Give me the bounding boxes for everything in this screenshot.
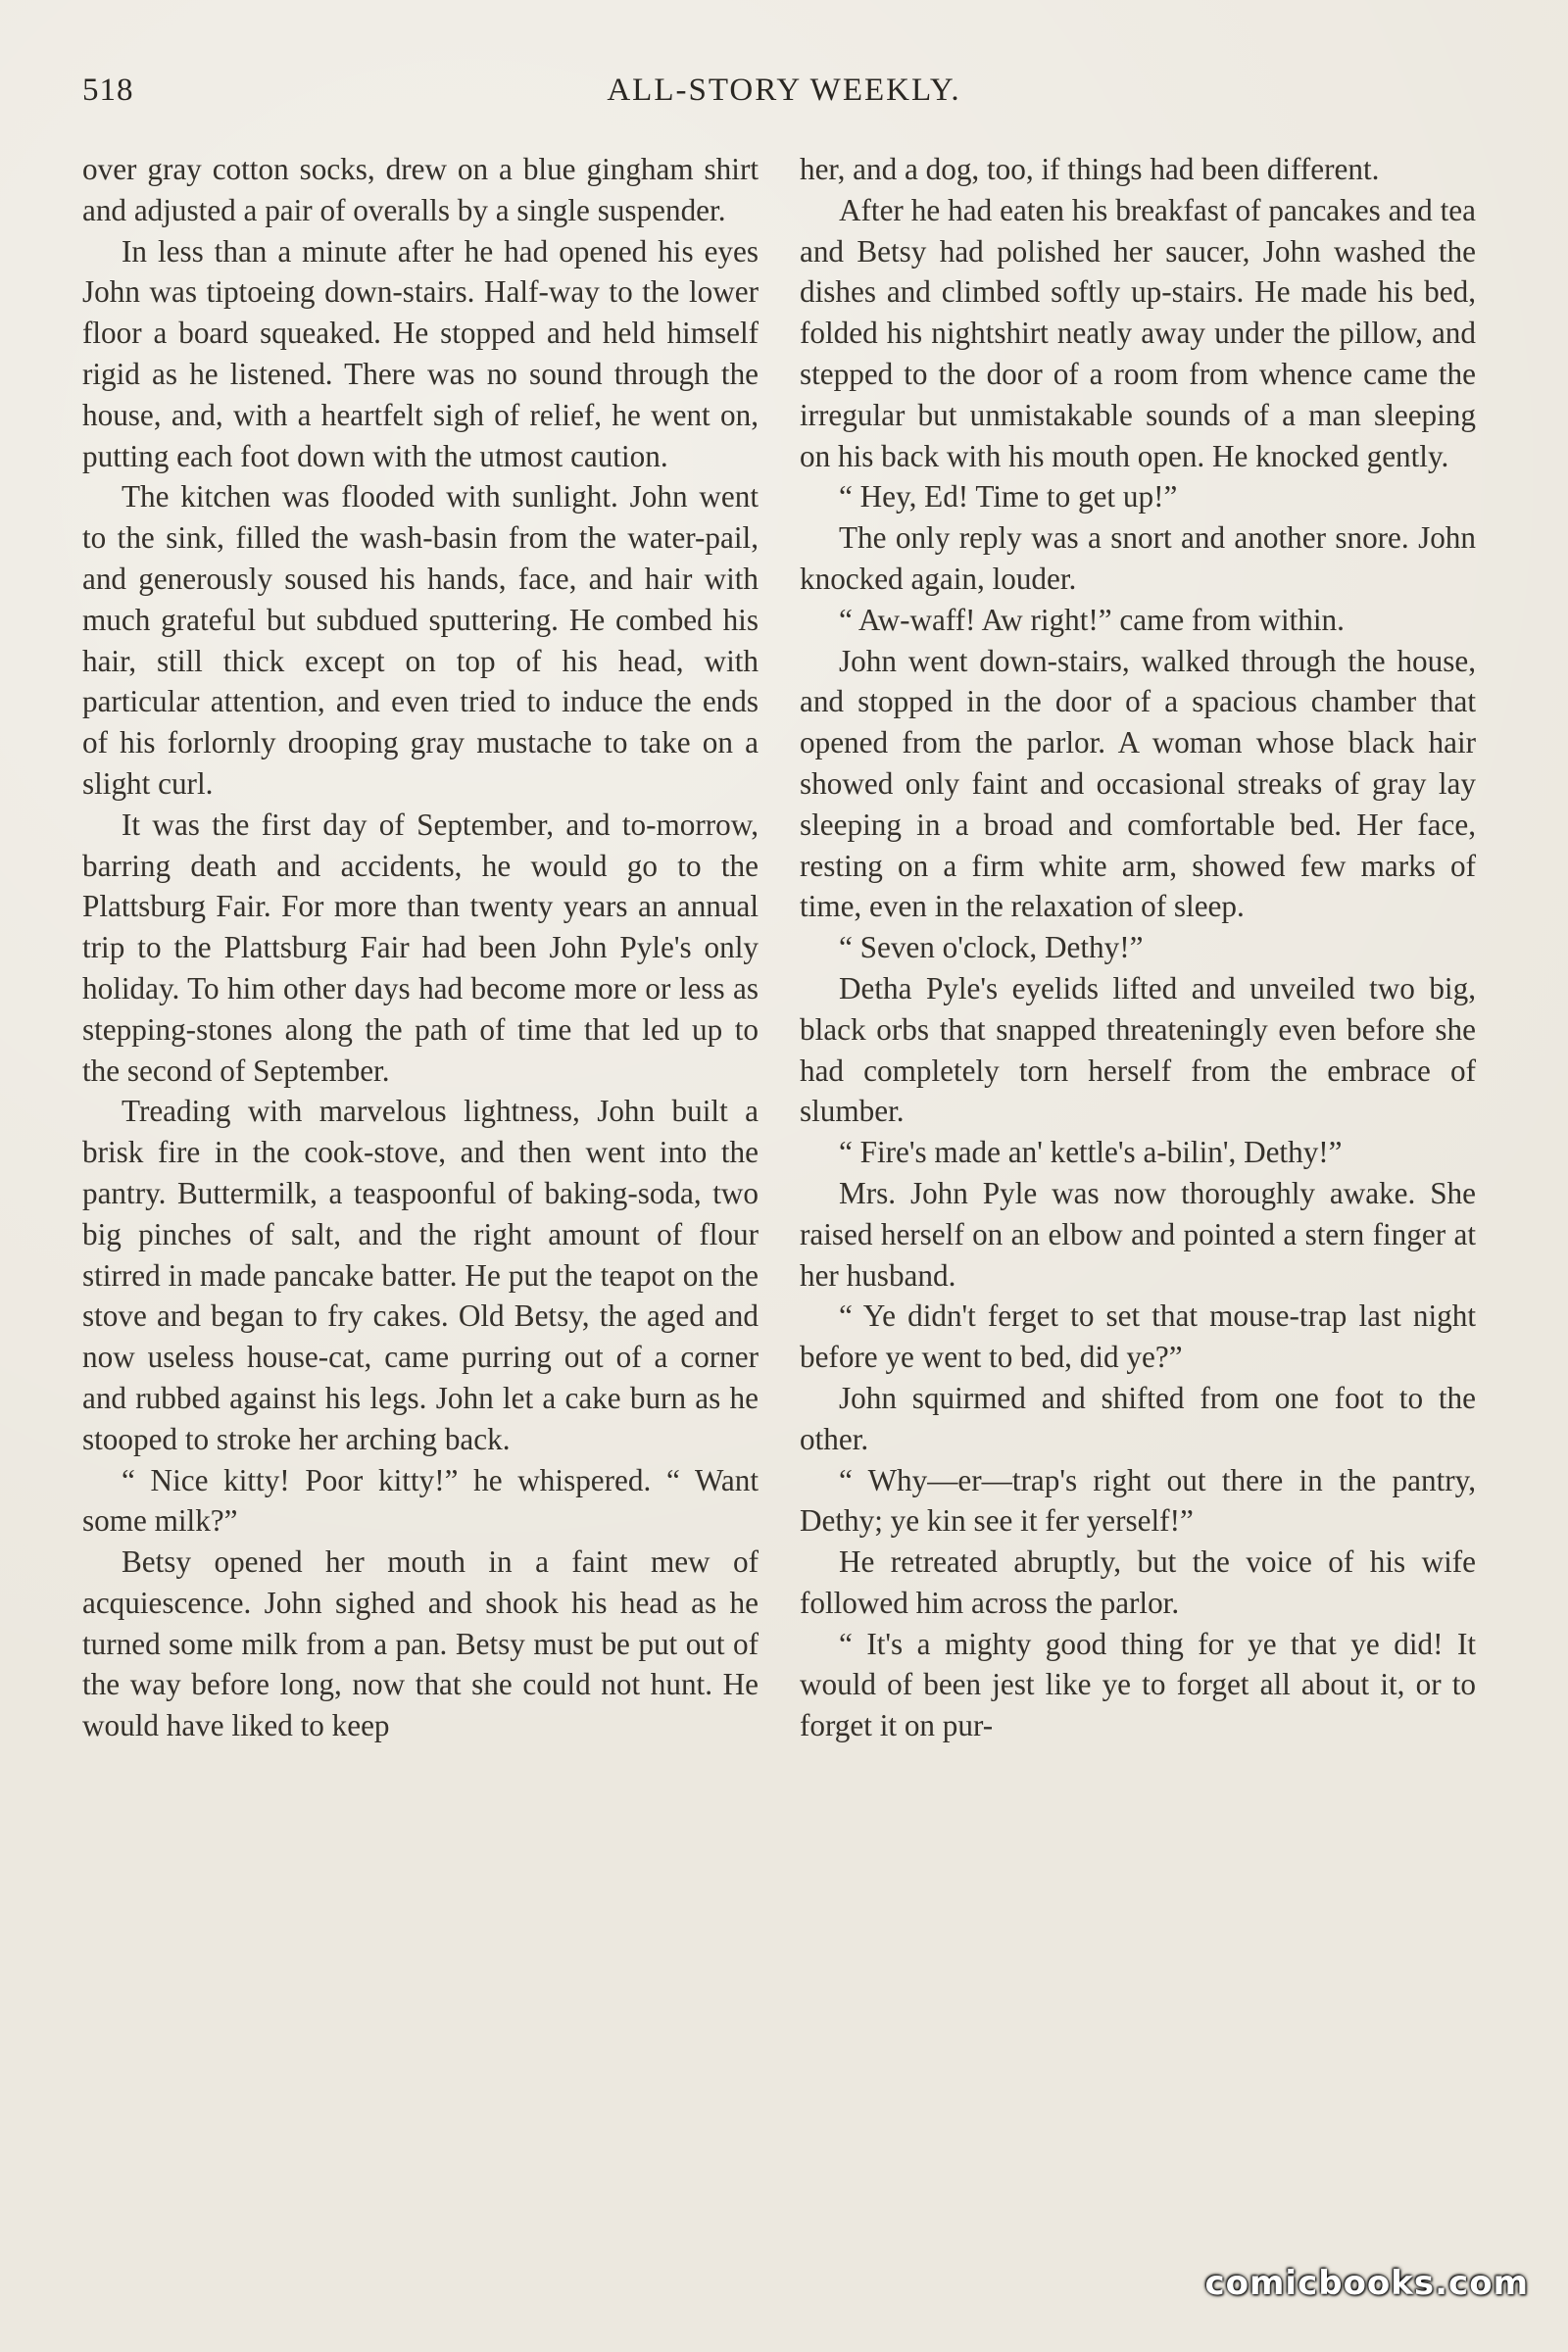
paragraph: “ Ye didn't ferget to set that mouse-trap last night before ye went to bed, did ye?” xyxy=(800,1298,1476,1375)
paragraph: After he had eaten his breakfast of pancakes and tea and Betsy had polished her saucer, John washed the dishes and climbed softly up-stairs. He made his bed, folded his nightshirt neatly away under the pillow, and stepped to the door of a room from whence came the irregular but unmistakable sounds of a man sleeping on his back with his mouth open. He knocked gently. xyxy=(800,192,1476,473)
paragraph: “ Seven o'clock, Dethy!” xyxy=(839,930,1144,965)
paragraph: “ Why—er—trap's right out there in the pantry, Dethy; ye kin see it fer yerself!” xyxy=(800,1462,1476,1539)
right-text-column xyxy=(800,149,1476,1746)
paragraph: He retreated abruptly, but the voice of his wife followed him across the parlor. xyxy=(800,1544,1476,1620)
paragraph: In less than a minute after he had opened his eyes John was tiptoeing down-stairs. Half-way to the lower floor a board squeaked. He stopped and held himself rigid as he listened. There was no sound through the house, and, with a heartfelt sigh of relief, he went on, putting each foot down with the utmost caution. xyxy=(82,233,759,473)
paragraph: Betsy opened her mouth in a faint mew of acquiescence. John sighed and shook his head as he turned some milk from a pan. Betsy must be put out of the way before long, now that she could not hunt. He would have liked to keep xyxy=(82,1544,759,1743)
paragraph: “ Nice kitty! Poor kitty!” he whispered. “ Want some milk?” xyxy=(82,1462,759,1539)
watermark-logo: comicbooks.com xyxy=(1204,2264,1529,2303)
paragraph: over gray cotton socks, drew on a blue gingham shirt and adjusted a pair of overalls by a single suspender. xyxy=(82,152,759,227)
paragraph: It was the first day of September, and to-morrow, barring death and accidents, he would go to the Plattsburg Fair. For more than twenty years an annual trip to the Plattsburg Fair had been John Pyle's only holiday. To him other days had become more or less as stepping-stones along the path of time that led up to the second of September. xyxy=(82,807,759,1088)
paragraph: “ Hey, Ed! Time to get up!” xyxy=(839,479,1178,514)
paragraph: Detha Pyle's eyelids lifted and unveiled two big, black orbs that snapped threateningly even before she had completely torn herself from the embrace of slumber. xyxy=(800,970,1476,1129)
paragraph: Treading with marvelous lightness, John built a brisk fire in the cook-stove, and then went into the pantry. Buttermilk, a teaspoonful of baking-soda, two big pinches of salt, and the right amount of flour stirred in made pancake batter. He put the teapot on the stove and began to fry cakes. Old Betsy, the aged and now useless house-cat, came purring out of a corner and rubbed against his legs. John let a cake burn as he stooped to stroke her arching back. xyxy=(82,1094,759,1456)
page-header xyxy=(82,73,1486,122)
paragraph: “ Fire's made an' kettle's a-bilin', Dethy!” xyxy=(839,1135,1343,1170)
paragraph: “ Aw-waff! Aw right!” came from within. xyxy=(839,602,1345,637)
paragraph: The kitchen was flooded with sunlight. John went to the sink, filled the wash-basin from the water-pail, and generously soused his hands, face, and hair with much grateful but subdued sputtering. He combed his hair, still thick except on top of his head, with particular attention, and even tried to induce the ends of his forlornly drooping gray mustache to take on a slight curl. xyxy=(82,479,759,801)
paragraph: “ It's a mighty good thing for ye that ye did! It would of been jest like ye to forget all about it, or to forget it on pur- xyxy=(800,1626,1476,1743)
paragraph: her, and a dog, too, if things had been different. xyxy=(800,152,1380,186)
left-text-column xyxy=(82,149,759,1746)
page-number: 518 xyxy=(82,73,134,108)
running-head: ALL-STORY WEEKLY. xyxy=(607,73,961,108)
paragraph: Mrs. John Pyle was now thoroughly awake. She raised herself on an elbow and pointed a stern finger at her husband. xyxy=(800,1175,1476,1293)
paragraph: The only reply was a snort and another snore. John knocked again, louder. xyxy=(800,520,1476,596)
paragraph: John squirmed and shifted from one foot to the other. xyxy=(800,1380,1476,1456)
paragraph: John went down-stairs, walked through the house, and stopped in the door of a spacious chamber that opened from the parlor. A woman whose black hair showed only faint and occasional streaks of gray lay sleeping in a broad and comfortable bed. Her face, resting on a firm white arm, showed few marks of time, even in the relaxation of sleep. xyxy=(800,643,1476,924)
